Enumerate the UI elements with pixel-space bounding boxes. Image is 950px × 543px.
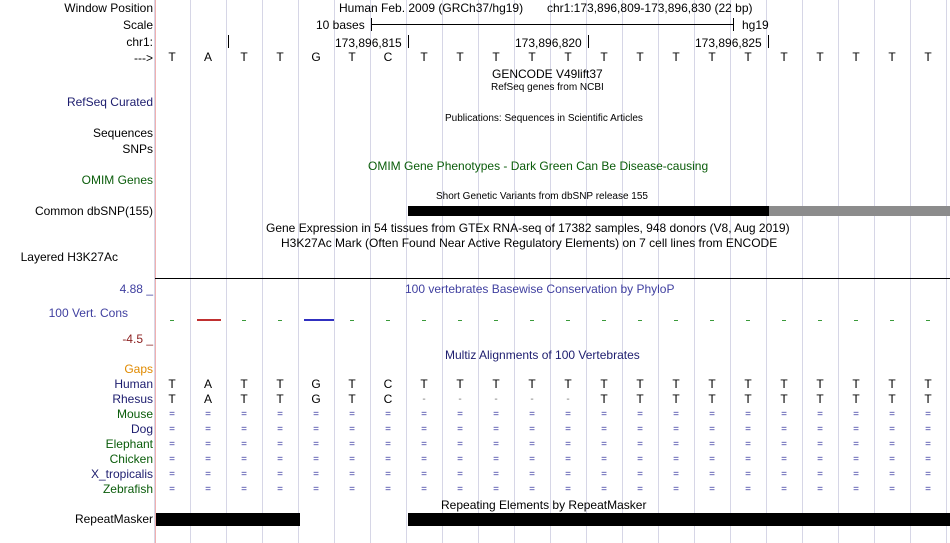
repeat-element-bar-1[interactable] <box>156 513 300 526</box>
genome-base: T <box>672 50 680 64</box>
alignment-cell: = <box>889 469 895 480</box>
repeat-title[interactable]: Repeating Elements by RepeatMasker <box>441 498 647 512</box>
base-gridline <box>190 0 191 543</box>
alignment-cell: = <box>925 424 931 435</box>
alignment-cell: = <box>601 409 607 420</box>
refseq-curated-label[interactable]: RefSeq Curated <box>66 95 153 109</box>
alignment-cell: = <box>853 469 859 480</box>
alignment-cell: T <box>240 377 248 391</box>
alignment-cell: = <box>205 454 211 465</box>
alignment-cell: = <box>853 424 859 435</box>
alignment-cell: = <box>673 484 679 495</box>
alignment-cell: = <box>709 424 715 435</box>
alignment-cell: = <box>709 469 715 480</box>
alignment-cell: T <box>888 392 896 406</box>
alignment-cell: = <box>205 484 211 495</box>
multiz-title[interactable]: Multiz Alignments of 100 Vertebrates <box>445 348 640 362</box>
label-separator <box>155 0 156 543</box>
alignment-cell: = <box>637 439 643 450</box>
alignment-cell: T <box>888 377 896 391</box>
alignment-cell: = <box>241 469 247 480</box>
alignment-cell: = <box>169 409 175 420</box>
alignment-cell: = <box>781 439 787 450</box>
alignment-cell: = <box>853 409 859 420</box>
position-text: chr1:173,896,809-173,896,830 (22 bp) <box>547 1 753 15</box>
alignment-cell: - <box>530 394 534 405</box>
alignment-cell: = <box>493 469 499 480</box>
alignment-cell: = <box>169 484 175 495</box>
alignment-cell: = <box>889 454 895 465</box>
alignment-cell: = <box>493 454 499 465</box>
alignment-cell: C <box>383 392 393 406</box>
window-position-label: Window Position <box>64 1 153 15</box>
alignment-cell: = <box>817 469 823 480</box>
cons-mark <box>386 320 390 321</box>
alignment-cell: = <box>241 484 247 495</box>
alignment-cell: A <box>203 377 212 391</box>
alignment-cell: = <box>277 469 283 480</box>
alignment-cell: = <box>709 454 715 465</box>
alignment-cell: = <box>385 439 391 450</box>
alignment-cell: T <box>924 392 932 406</box>
base-gridline <box>766 0 767 543</box>
dbsnp-variant-bar[interactable] <box>408 206 769 216</box>
genome-base: T <box>744 50 752 64</box>
cons-mark <box>422 320 426 321</box>
cons-mark <box>278 320 282 321</box>
alignment-cell: = <box>385 454 391 465</box>
alignment-cell: T <box>636 377 644 391</box>
scale-bar-right-tick <box>733 18 734 31</box>
cons-score-segment <box>197 319 221 321</box>
coord-tick-1-label: 173,896,815 <box>335 36 402 50</box>
repeat-element-bar-2[interactable] <box>408 513 950 526</box>
alignment-cell: = <box>565 424 571 435</box>
track-divider <box>155 278 950 279</box>
alignment-cell: = <box>529 439 535 450</box>
alignment-cell: T <box>852 392 860 406</box>
base-gridline <box>298 0 299 543</box>
alignment-cell: = <box>781 484 787 495</box>
alignment-cell: T <box>852 377 860 391</box>
alignment-cell: = <box>169 469 175 480</box>
alignment-cell: = <box>169 424 175 435</box>
alignment-cell: = <box>493 439 499 450</box>
alignment-cell: T <box>672 377 680 391</box>
cons-mark <box>494 320 498 321</box>
base-gridline <box>910 0 911 543</box>
gtex-title[interactable]: Gene Expression in 54 tissues from GTEx RNA-seq of 17382 samples, 948 donors (V8, Aug 2019) <box>266 221 790 235</box>
refseq-subtitle[interactable]: RefSeq genes from NCBI <box>491 82 604 93</box>
alignment-cell: = <box>745 469 751 480</box>
alignment-cell: = <box>313 409 319 420</box>
alignment-cell: = <box>457 454 463 465</box>
alignment-cell: = <box>529 409 535 420</box>
species-label[interactable]: Chicken <box>109 452 153 466</box>
base-gridline <box>802 0 803 543</box>
alignment-cell: - <box>494 394 498 405</box>
genome-base: T <box>852 50 860 64</box>
genome-base: C <box>383 50 393 64</box>
alignment-cell: = <box>349 409 355 420</box>
assembly-text: Human Feb. 2009 (GRCh37/hg19) <box>339 1 524 15</box>
cons-mark <box>818 320 822 321</box>
alignment-cell: T <box>276 377 284 391</box>
alignment-cell: = <box>781 454 787 465</box>
alignment-cell: = <box>853 454 859 465</box>
snps-label[interactable]: SNPs <box>122 142 153 156</box>
genome-base: A <box>203 50 212 64</box>
alignment-cell: = <box>601 454 607 465</box>
alignment-cell: T <box>528 377 536 391</box>
alignment-cell: - <box>566 394 570 405</box>
coord-tick-3-label: 173,896,825 <box>695 36 762 50</box>
alignment-cell: = <box>817 424 823 435</box>
alignment-cell: = <box>313 469 319 480</box>
alignment-cell: = <box>817 409 823 420</box>
alignment-cell: = <box>637 424 643 435</box>
alignment-cell: = <box>349 439 355 450</box>
alignment-cell: = <box>673 424 679 435</box>
base-gridline <box>334 0 335 543</box>
alignment-cell: = <box>565 454 571 465</box>
base-gridline <box>622 0 623 543</box>
alignment-cell: = <box>169 454 175 465</box>
genome-base: T <box>636 50 644 64</box>
coord-tick-2 <box>588 35 589 48</box>
alignment-cell: T <box>600 377 608 391</box>
alignment-cell: = <box>745 439 751 450</box>
gaps-label[interactable]: Gaps <box>124 362 153 376</box>
alignment-cell: C <box>383 377 393 391</box>
base-gridline <box>478 0 479 543</box>
cons-mark <box>170 320 174 321</box>
alignment-cell: = <box>817 454 823 465</box>
sequences-label[interactable]: Sequences <box>92 126 153 140</box>
alignment-cell: = <box>637 454 643 465</box>
alignment-cell: = <box>349 469 355 480</box>
alignment-cell: = <box>529 454 535 465</box>
coord-tick-minor <box>228 35 229 48</box>
alignment-cell: = <box>457 484 463 495</box>
alignment-cell: = <box>529 469 535 480</box>
alignment-cell: T <box>348 392 356 406</box>
alignment-cell: = <box>745 484 751 495</box>
alignment-cell: = <box>637 484 643 495</box>
alignment-cell: = <box>421 439 427 450</box>
dbsnp-variant-bar-gray[interactable] <box>769 206 950 216</box>
alignment-cell: = <box>889 439 895 450</box>
genome-base: T <box>924 50 932 64</box>
alignment-cell: T <box>708 392 716 406</box>
dbsnp-title[interactable]: Short Genetic Variants from dbSNP release 155 <box>436 191 648 202</box>
vert-cons-label[interactable]: 100 Vert. Cons <box>48 306 128 320</box>
genome-base: G <box>311 50 321 64</box>
alignment-cell: = <box>457 439 463 450</box>
alignment-cell: A <box>203 392 212 406</box>
base-gridline <box>658 0 659 543</box>
alignment-cell: = <box>457 469 463 480</box>
genome-base: T <box>528 50 536 64</box>
alignment-cell: = <box>709 439 715 450</box>
base-gridline <box>442 0 443 543</box>
genome-base: T <box>564 50 572 64</box>
alignment-cell: = <box>385 424 391 435</box>
alignment-cell: = <box>421 424 427 435</box>
alignment-cell: = <box>745 409 751 420</box>
alignment-cell: = <box>565 439 571 450</box>
alignment-cell: = <box>565 469 571 480</box>
alignment-cell: T <box>456 377 464 391</box>
species-label[interactable]: Zebrafish <box>102 482 153 496</box>
cons-mark <box>242 320 246 321</box>
alignment-cell: = <box>673 409 679 420</box>
alignment-cell: = <box>205 439 211 450</box>
base-gridline <box>370 0 371 543</box>
genome-base: T <box>456 50 464 64</box>
omim-title[interactable]: OMIM Gene Phenotypes - Dark Green Can Be Disease-causing <box>368 159 709 173</box>
alignment-cell: T <box>744 377 752 391</box>
alignment-cell: = <box>601 469 607 480</box>
alignment-cell: T <box>816 392 824 406</box>
alignment-cell: = <box>277 454 283 465</box>
alignment-cell: = <box>601 439 607 450</box>
alignment-cell: = <box>889 424 895 435</box>
cons-title[interactable]: 100 vertebrates Basewise Conservation by PhyloP <box>405 282 675 296</box>
alignment-cell: T <box>564 377 572 391</box>
alignment-cell: T <box>636 392 644 406</box>
genome-base: T <box>600 50 608 64</box>
alignment-cell: = <box>277 439 283 450</box>
cons-mark <box>710 320 714 321</box>
repeatmasker-label[interactable]: RepeatMasker <box>74 512 153 526</box>
alignment-cell: = <box>781 409 787 420</box>
scale-label: Scale <box>122 18 153 32</box>
alignment-cell: = <box>313 454 319 465</box>
cons-mark <box>674 320 678 321</box>
base-gridline <box>874 0 875 543</box>
alignment-cell: T <box>168 392 176 406</box>
genome-base: T <box>348 50 356 64</box>
alignment-cell: = <box>385 409 391 420</box>
cons-mark <box>638 320 642 321</box>
alignment-cell: = <box>493 424 499 435</box>
base-gridline <box>262 0 263 543</box>
genome-base: T <box>492 50 500 64</box>
alignment-cell: T <box>348 377 356 391</box>
alignment-cell: = <box>745 424 751 435</box>
cons-mark <box>458 320 462 321</box>
alignment-cell: = <box>385 484 391 495</box>
h3k27ac-title[interactable]: H3K27Ac Mark (Often Found Near Active Regulatory Elements) on 7 cell lines from ENCODE <box>281 236 778 250</box>
cons-mark <box>926 320 930 321</box>
alignment-cell: = <box>241 454 247 465</box>
alignment-cell: T <box>168 377 176 391</box>
strand-label[interactable]: ---> <box>134 51 153 65</box>
alignment-cell: = <box>457 424 463 435</box>
alignment-cell: = <box>349 424 355 435</box>
species-label[interactable]: X_tropicalis <box>90 467 153 481</box>
cons-mark <box>530 320 534 321</box>
alignment-cell: = <box>601 424 607 435</box>
alignment-cell: T <box>492 377 500 391</box>
alignment-cell: T <box>780 377 788 391</box>
species-label[interactable]: Mouse <box>116 407 153 421</box>
alignment-cell: = <box>241 439 247 450</box>
alignment-cell: = <box>493 409 499 420</box>
alignment-cell: = <box>313 439 319 450</box>
genome-base: T <box>420 50 428 64</box>
cons-min-label: -4.5 _ <box>122 332 153 346</box>
alignment-cell: = <box>529 484 535 495</box>
genome-base: T <box>708 50 716 64</box>
alignment-cell: = <box>421 469 427 480</box>
alignment-cell: = <box>205 409 211 420</box>
layered-h3k27ac-label[interactable]: Layered H3K27Ac <box>20 250 118 264</box>
base-gridline <box>730 0 731 543</box>
coord-tick-3 <box>768 35 769 48</box>
alignment-cell: = <box>889 409 895 420</box>
alignment-cell: = <box>601 484 607 495</box>
base-gridline <box>226 0 227 543</box>
alignment-cell: T <box>672 392 680 406</box>
common-dbsnp-label[interactable]: Common dbSNP(155) <box>34 204 153 218</box>
alignment-cell: G <box>311 392 321 406</box>
alignment-cell: = <box>529 424 535 435</box>
alignment-cell: = <box>385 469 391 480</box>
cons-mark <box>350 320 354 321</box>
coord-tick-2-label: 173,896,820 <box>515 36 582 50</box>
chrom-label: chr1: <box>126 35 153 49</box>
alignment-cell: = <box>493 484 499 495</box>
base-gridline <box>694 0 695 543</box>
cons-mark <box>602 320 606 321</box>
alignment-cell: = <box>457 409 463 420</box>
scale-bar-text: 10 bases <box>316 18 365 32</box>
scale-bar <box>371 24 734 25</box>
alignment-cell: T <box>240 392 248 406</box>
genome-base: T <box>780 50 788 64</box>
alignment-cell: = <box>709 484 715 495</box>
alignment-cell: = <box>637 469 643 480</box>
alignment-cell: = <box>313 484 319 495</box>
omim-genes-label[interactable]: OMIM Genes <box>81 173 153 187</box>
alignment-cell: = <box>421 484 427 495</box>
alignment-cell: = <box>241 409 247 420</box>
alignment-cell: = <box>889 484 895 495</box>
cons-mark <box>746 320 750 321</box>
base-gridline <box>838 0 839 543</box>
alignment-cell: = <box>925 454 931 465</box>
alignment-cell: = <box>421 409 427 420</box>
alignment-cell: = <box>925 439 931 450</box>
base-gridline <box>946 0 947 543</box>
coord-tick-1 <box>408 35 409 48</box>
genome-base: T <box>240 50 248 64</box>
alignment-cell: = <box>673 454 679 465</box>
alignment-cell: = <box>421 454 427 465</box>
alignment-cell: = <box>781 469 787 480</box>
alignment-cell: = <box>673 439 679 450</box>
species-label[interactable]: Dog <box>130 422 153 436</box>
alignment-cell: = <box>313 424 319 435</box>
alignment-cell: = <box>565 409 571 420</box>
alignment-cell: = <box>349 484 355 495</box>
alignment-cell: = <box>205 469 211 480</box>
alignment-cell: = <box>277 409 283 420</box>
alignment-cell: = <box>673 469 679 480</box>
alignment-cell: = <box>637 409 643 420</box>
alignment-cell: T <box>924 377 932 391</box>
cons-mark <box>854 320 858 321</box>
cons-mark <box>890 320 894 321</box>
alignment-cell: T <box>708 377 716 391</box>
species-label[interactable]: Rhesus <box>112 392 153 406</box>
alignment-cell: = <box>853 439 859 450</box>
alignment-cell: T <box>600 392 608 406</box>
genome-base: T <box>168 50 176 64</box>
base-gridline <box>406 0 407 543</box>
alignment-cell: = <box>781 424 787 435</box>
alignment-cell: = <box>925 484 931 495</box>
alignment-cell: = <box>709 409 715 420</box>
alignment-cell: = <box>817 484 823 495</box>
alignment-cell: = <box>241 424 247 435</box>
alignment-cell: T <box>816 377 824 391</box>
alignment-cell: = <box>853 484 859 495</box>
alignment-cell: G <box>311 377 321 391</box>
alignment-cell: T <box>420 377 428 391</box>
alignment-cell: = <box>925 469 931 480</box>
alignment-cell: = <box>169 439 175 450</box>
alignment-cell: = <box>817 439 823 450</box>
cons-max-label: 4.88 _ <box>119 282 153 296</box>
alignment-cell: - <box>458 394 462 405</box>
alignment-cell: T <box>744 392 752 406</box>
scale-db-text: hg19 <box>742 18 769 32</box>
alignment-cell: T <box>276 392 284 406</box>
alignment-cell: = <box>745 454 751 465</box>
genome-base: T <box>816 50 824 64</box>
cons-mark <box>782 320 786 321</box>
species-label[interactable]: Elephant <box>105 437 153 451</box>
genome-base: T <box>888 50 896 64</box>
species-label[interactable]: Human <box>114 377 153 391</box>
gencode-title[interactable]: GENCODE V49lift37 <box>492 67 603 81</box>
alignment-cell: = <box>277 484 283 495</box>
alignment-cell: = <box>277 424 283 435</box>
cons-mark <box>566 320 570 321</box>
alignment-cell: - <box>422 394 426 405</box>
publications-title[interactable]: Publications: Sequences in Scientific Articles <box>445 113 643 124</box>
alignment-cell: T <box>780 392 788 406</box>
alignment-cell: = <box>925 409 931 420</box>
alignment-cell: = <box>205 424 211 435</box>
cons-score-segment <box>304 319 334 321</box>
alignment-cell: = <box>349 454 355 465</box>
alignment-cell: = <box>565 484 571 495</box>
genome-base: T <box>276 50 284 64</box>
